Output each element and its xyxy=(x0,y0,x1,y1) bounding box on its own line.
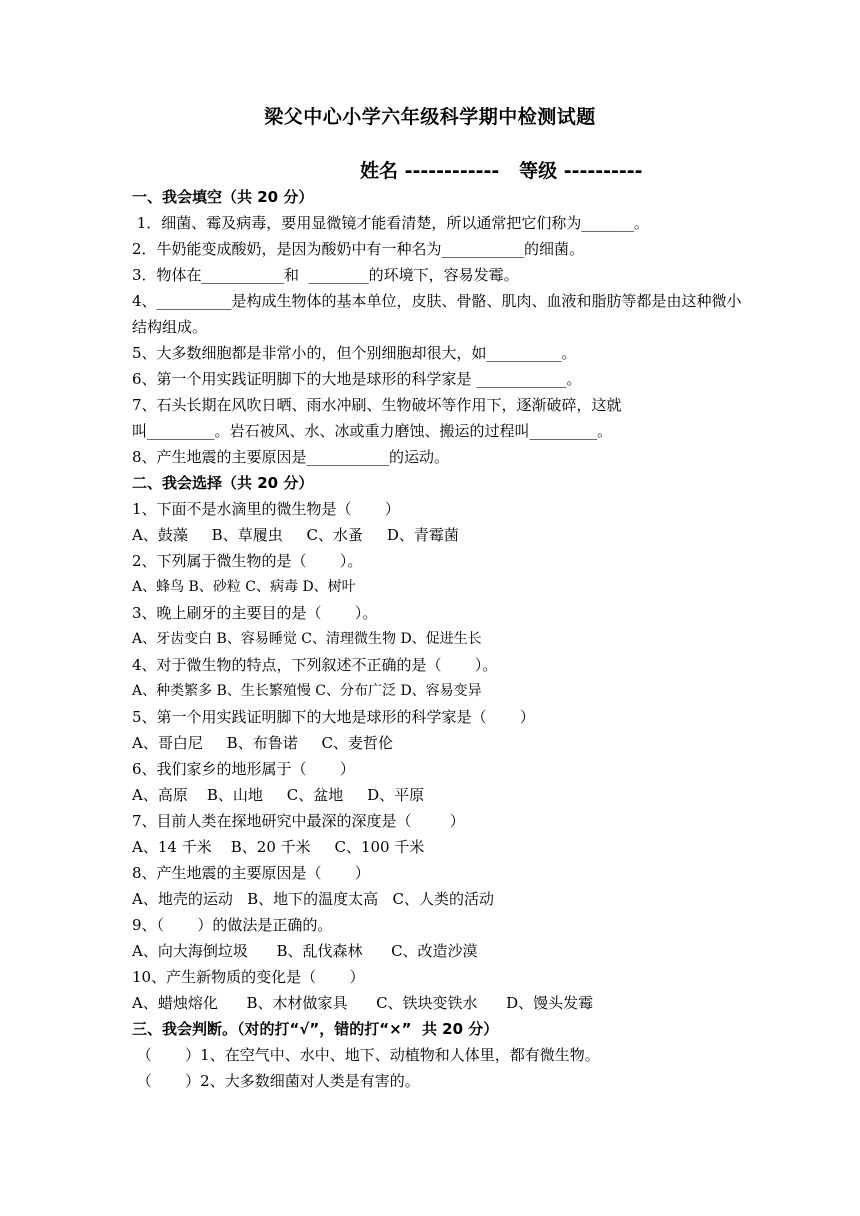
question-line: 10、产生新物质的变化是（ ） xyxy=(132,968,365,986)
question-line: A、哥白尼 B、布鲁诺 C、麦哲伦 xyxy=(132,734,394,752)
question-line: A、高原 B、山地 C、盆地 D、平原 xyxy=(132,786,425,804)
section-heading: 三、我会判断。（对的打“√”，错的打“×” 共 20 分） xyxy=(132,1020,499,1038)
name-grade-line: 姓名 ------------ 等级 ---------- xyxy=(360,160,643,182)
question-line: 9、（ ）的做法是正确的。 xyxy=(132,916,333,934)
question-line: 4、__________是构成生物体的基本单位，皮肤、骨骼、肌肉、血液和脂肪等都是由这种微小结构组成。 xyxy=(132,292,742,336)
question-line: A、地壳的运动 B、地下的温度太高 C、人类的活动 xyxy=(132,890,494,908)
question-line: A、向大海倒垃圾 B、乱伐森林 C、改造沙漠 xyxy=(132,942,478,960)
question-line: 3．物体在___________和 ________的环境下，容易发霉。 xyxy=(132,266,519,284)
question-line: A、14 千米 B、20 千米 C、100 千米 xyxy=(132,838,425,856)
answer-options: A、牙齿变白 B、容易睡觉 C、清理微生物 D、促进生长 xyxy=(132,631,482,647)
question-line: 8、产生地震的主要原因是___________的运动。 xyxy=(132,448,450,466)
question-line: 7、石头长期在风吹日晒、雨水冲刷、生物破坏等作用下，逐渐破碎，这就 xyxy=(132,396,622,414)
question-line: 2、下列属于微生物的是（ ）。 xyxy=(132,552,363,570)
answer-options: A、种类繁多 B、生长繁殖慢 C、分布广泛 D、容易变异 xyxy=(132,683,482,699)
question-line: 3、晚上刷牙的主要目的是（ ）。 xyxy=(132,604,378,622)
question-line: 2．牛奶能变成酸奶，是因为酸奶中有一种名为___________的细菌。 xyxy=(132,240,585,258)
question-line: （ ）1、在空气中、水中、地下、动植物和人体里，都有微生物。 xyxy=(132,1046,600,1064)
question-line: 4、对于微生物的特点，下列叙述不正确的是（ ）。 xyxy=(132,656,498,674)
question-line: 7、目前人类在探地研究中最深的深度是（ ） xyxy=(132,812,465,830)
question-line: 叫_________。岩石被风、水、冰或重力磨蚀、搬运的过程叫_________。 xyxy=(132,422,613,440)
page-title: 梁父中心小学六年级科学期中检测试题 xyxy=(264,106,596,128)
answer-options: A、蜂鸟 B、砂粒 C、病毒 D、树叶 xyxy=(132,579,356,595)
question-line: A、蜡烛熔化 B、木材做家具 C、铁块变铁水 D、馒头发霉 xyxy=(132,994,594,1012)
question-line: （ ）2、大多数细菌对人类是有害的。 xyxy=(132,1072,420,1090)
question-line: 8、产生地震的主要原因是（ ） xyxy=(132,864,370,882)
exam-body xyxy=(132,184,742,1094)
question-line: 5、第一个用实践证明脚下的大地是球形的科学家是（ ） xyxy=(132,708,535,726)
question-line: 1、下面不是水滴里的微生物是（ ） xyxy=(132,500,400,518)
section-heading: 一、我会填空（共 20 分） xyxy=(132,188,314,206)
question-line: 5、大多数细胞都是非常小的，但个别细胞却很大，如__________。 xyxy=(132,344,577,362)
question-line: A、鼓藻 B、草履虫 C、水蚤 D、青霉菌 xyxy=(132,526,459,544)
question-line: 6、第一个用实践证明脚下的大地是球形的科学家是 ____________。 xyxy=(132,370,582,388)
question-line: 6、我们家乡的地形属于（ ） xyxy=(132,760,355,778)
section-heading: 二、我会选择（共 20 分） xyxy=(132,474,314,492)
question-line: 1．细菌、霉及病毒，要用显微镜才能看清楚，所以通常把它们称为_______。 xyxy=(132,214,649,232)
